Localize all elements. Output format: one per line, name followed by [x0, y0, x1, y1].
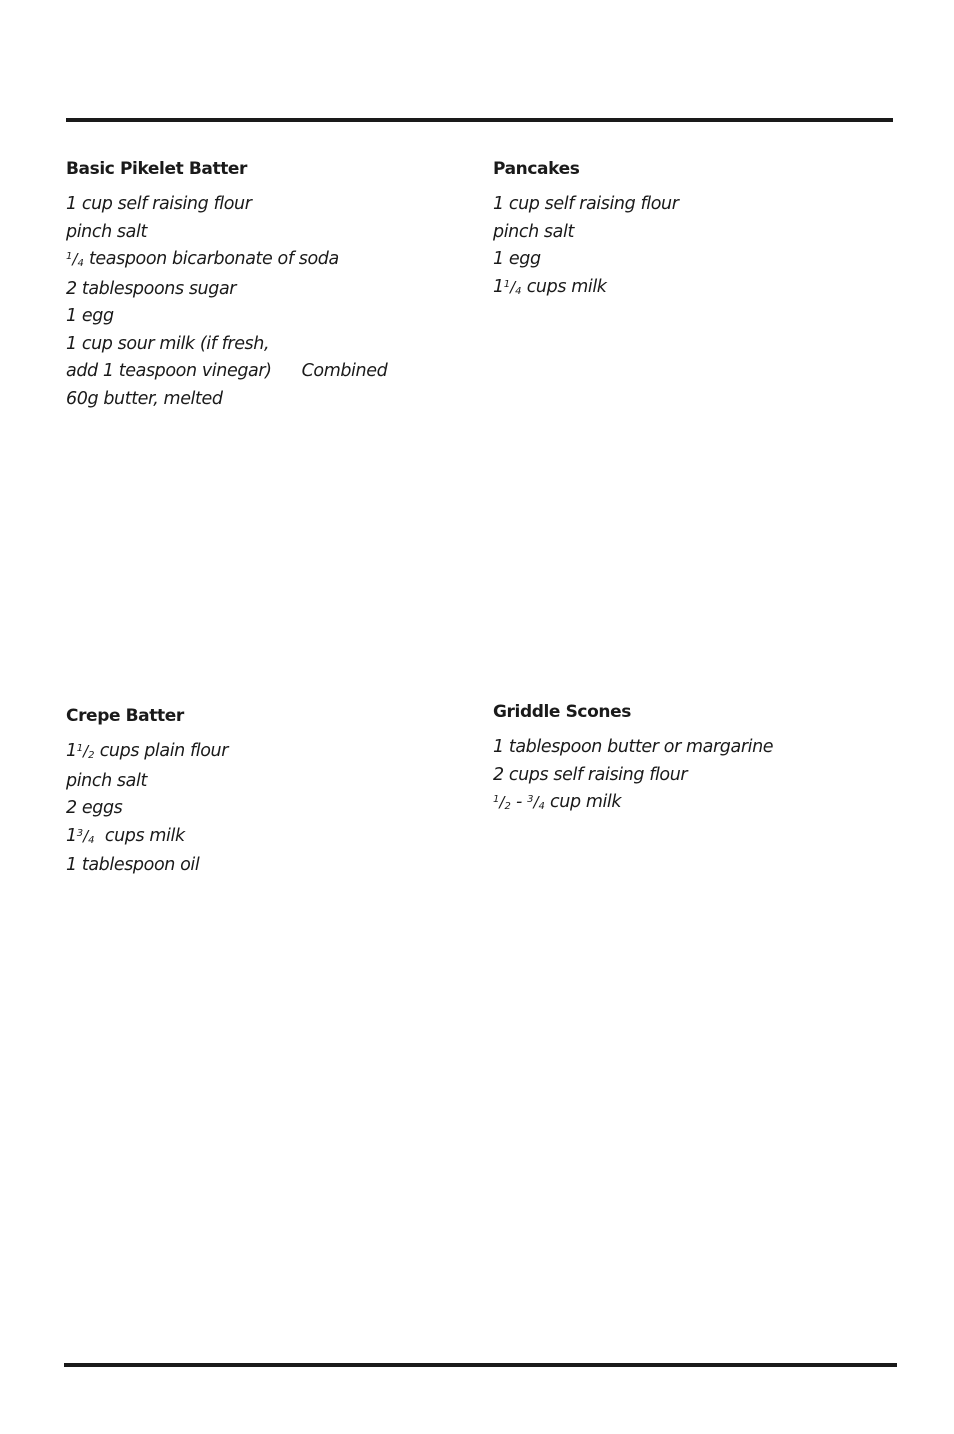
ingredient-item: 2 tablespoons sugar: [66, 278, 237, 299]
ingredient-item: 1 cup self raising flour: [66, 194, 252, 214]
fraction: 3/4: [76, 826, 95, 846]
ingredient-item: pinch salt: [66, 770, 147, 791]
ingredient-item: 1 cup self raising flour: [493, 194, 679, 214]
ingredient-list: [493, 191, 873, 303]
ingredient-item: 11/4 cups milk: [493, 276, 607, 297]
ingredient-item: 1 egg: [66, 306, 114, 326]
recipe-title: Basic Pikelet Batter: [66, 159, 248, 179]
fraction: 1/2: [76, 742, 95, 761]
ingredient-list: [493, 734, 873, 819]
ingredient-list: [66, 191, 446, 413]
ingredient-note: Combined: [301, 361, 388, 381]
ingredient-item: add 1 teaspoon vinegar) Combined: [66, 361, 388, 381]
ingredient-item: 1 egg: [493, 249, 541, 269]
recipe-crepe-batter: [66, 705, 446, 880]
ingredient-item: 1 tablespoon oil: [66, 855, 200, 875]
ingredient-item: 1 cup sour milk (if fresh,: [66, 333, 270, 354]
ingredient-item: 1/4 teaspoon bicarbonate of soda: [66, 249, 339, 269]
ingredient-item: 60g butter, melted: [66, 388, 223, 409]
recipe-title: Crepe Batter: [66, 706, 184, 726]
recipe-title: Griddle Scones: [493, 702, 631, 722]
recipe-title: Pancakes: [493, 159, 580, 179]
fraction: 1/4: [503, 277, 522, 297]
ingredient-item: pinch salt: [493, 221, 574, 242]
ingredient-item: 11/2 cups plain flour: [66, 741, 229, 761]
bottom-rule: [64, 1363, 897, 1367]
ingredient-item: 1/2 - 3/4 cup milk: [493, 792, 622, 812]
ingredient-item: 13/4 cups milk: [66, 825, 185, 846]
recipe-basic-pikelet-batter: [66, 158, 446, 413]
top-rule: [66, 118, 893, 122]
recipe-pancakes: [493, 158, 873, 303]
ingredient-list: [66, 738, 446, 880]
recipe-griddle-scones: [493, 701, 873, 819]
ingredient-item: 2 cups self raising flour: [493, 764, 688, 785]
fraction: 1/2: [493, 793, 511, 812]
fraction: 1/4: [66, 250, 84, 269]
ingredient-item: pinch salt: [66, 221, 147, 242]
fraction: 3/4: [527, 793, 545, 812]
ingredient-item: 2 eggs: [66, 798, 123, 818]
ingredient-item: 1 tablespoon butter or margarine: [493, 737, 774, 757]
